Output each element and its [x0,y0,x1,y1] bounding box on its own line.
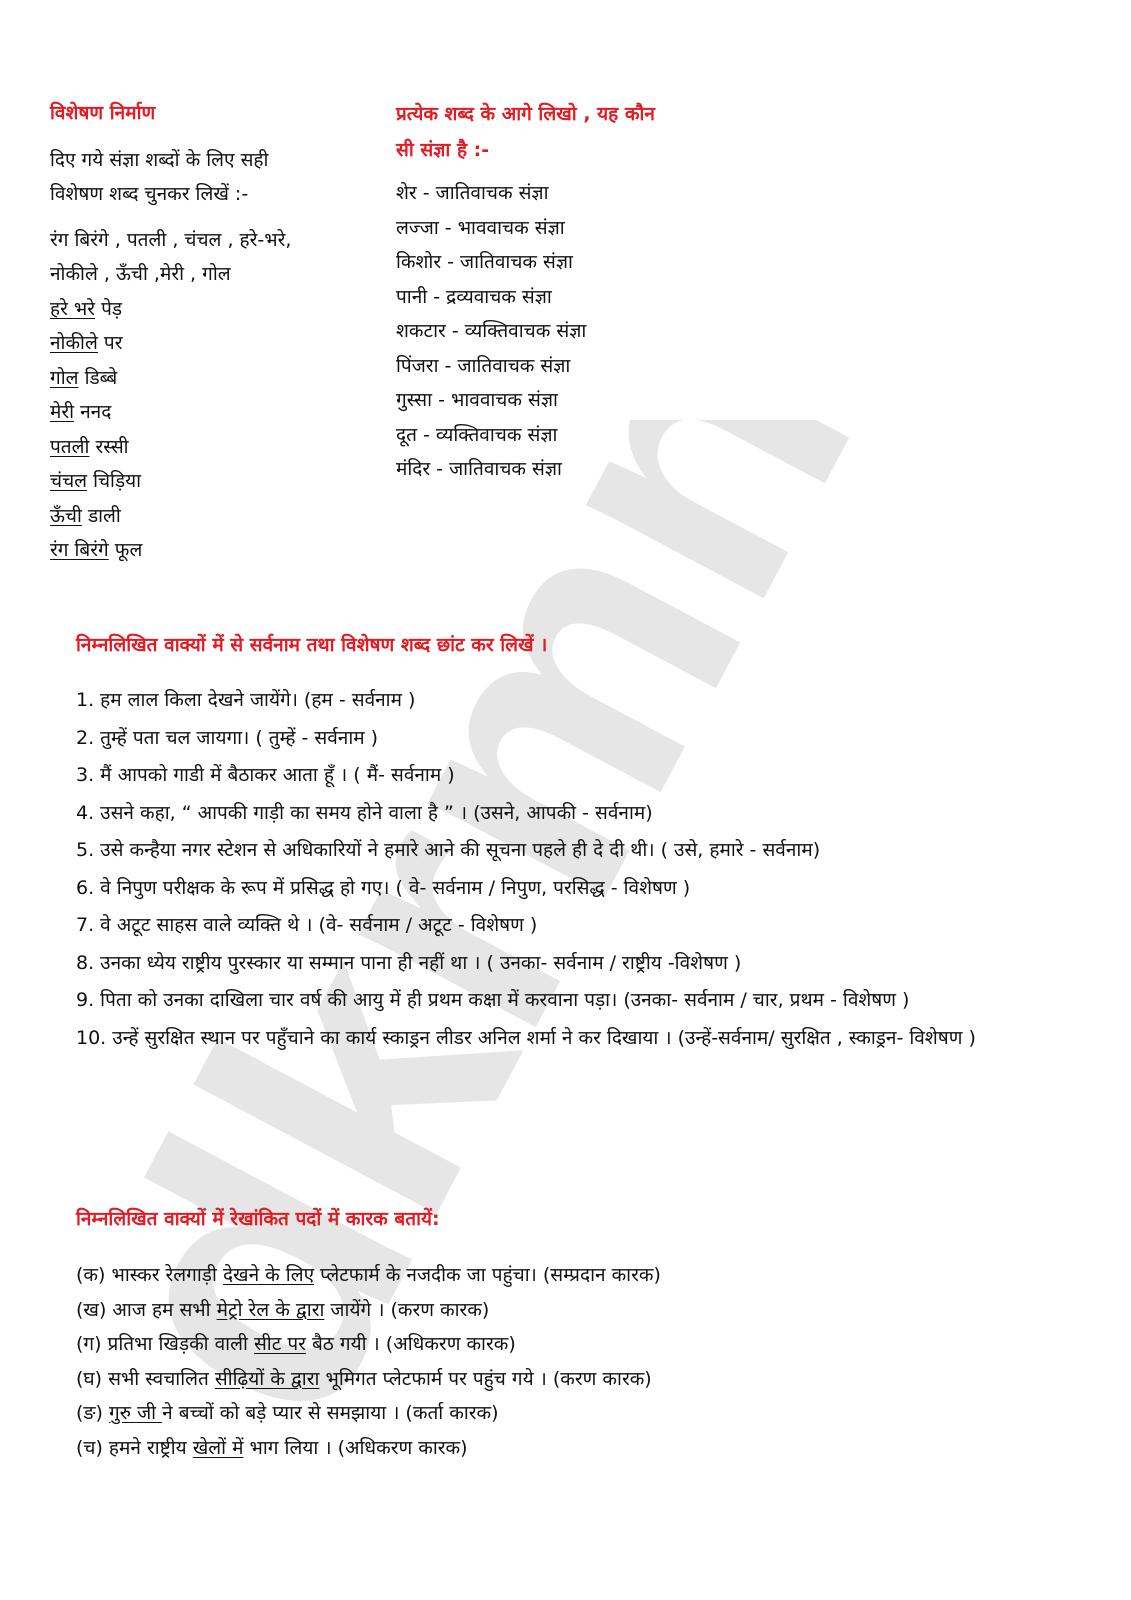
noun-type-item: शेर - जातिवाचक संज्ञा [396,182,549,204]
answer-adjective: पतली [50,435,90,458]
answer-adjective: ऊँची [50,504,82,527]
answer-adjective: नोकीले [50,332,98,354]
noun-type-item: मंदिर - जातिवाचक संज्ञा [396,458,562,480]
answer-noun: ननद [80,401,112,423]
noun-type-item: शकटार - व्यक्तिवाचक संज्ञा [396,320,587,342]
sentence-end: भाग लिया । (अधिकरण कारक) [243,1436,468,1459]
sentence-item: 4. उसने कहा, “ आपकी गाड़ी का समय होने वाला है ” । (उसने, आपकी - सर्वनाम) [76,801,653,824]
sentence-item: 7. वे अटूट साहस वाले व्यक्ति थे । (वे- सर्वनाम / अटूट - विशेषण ) [76,914,538,936]
title-line: सी संज्ञा है :- [396,139,490,161]
sentence-item: 5. उसे कन्हैया नगर स्टेशन से अधिकारियों ने हमारे आने की सूचना पहले ही दे दी थी। ( उसे, हमारे - सर्वनाम) [76,839,821,861]
watermark-text: dkrmn [120,420,932,1420]
sentence-start: (क) भास्कर रेलगाड़ी [76,1264,223,1286]
noun-type-section [396,96,756,487]
pronoun-sentence-list [76,682,1036,1057]
options-line: रंग बिरंगे , पतली , चंचल , हरे-भरे, [50,228,292,251]
noun-type-item: पानी - द्रव्यवाचक संज्ञा [396,285,552,308]
answer-list [50,292,370,568]
answer-adjective: चंचल [50,470,88,492]
underlined-phrase: देखने के लिए [222,1264,315,1286]
noun-type-item: लज्जा - भाववाचक संज्ञा [396,216,565,239]
sentence-item: 1. हम लाल किला देखने जायेंगे। (हम - सर्वनाम ) [76,689,416,711]
answer-adjective: मेरी [50,401,75,423]
answer-item [50,292,370,327]
sentence-item: 6. वे निपुण परीक्षक के रूप में प्रसिद्ध हो गए। ( वे- सर्वनाम / निपुण, परसिद्ध - विशेषण ) [76,876,691,899]
sentence-end: बैठ गयी । (अधिकरण कारक) [305,1333,516,1355]
sentence-item: 10. उन्हें सुरक्षित स्थान पर पहुँचाने का कार्य स्काड्रन लीडर अनिल शर्मा ने कर दिखाया । (उन्हें-सर्वनाम/ सुरक्षित , स्काड्रन- विशेषण ) [76,1026,976,1049]
adjective-formation-section [50,96,370,568]
adjective-options [50,223,370,292]
sentence-start: (ख) आज हम सभी [76,1298,217,1321]
noun-type-item: पिंजरा - जातिवाचक संज्ञा [396,354,571,377]
title-line: प्रत्येक शब्द के आगे लिखो , यह कौन [396,103,655,125]
adjective-formation-title: विशेषण निर्माण [50,102,156,124]
answer-item [50,533,370,568]
answer-item [50,361,370,396]
noun-type-item: किशोर - जातिवाचक संज्ञा [396,251,573,273]
answer-item [50,395,370,430]
sentence-start: (ग) प्रतिभा खिड़की वाली [76,1333,254,1355]
sentence-item: 2. तुम्हें पता चल जायगा। ( तुम्हें - सर्वनाम ) [76,726,379,749]
underlined-phrase: खेलों में [192,1436,244,1459]
instruction-line: विशेषण शब्द चुनकर लिखें :- [50,182,249,205]
answer-noun: पेड़ [101,297,123,320]
answer-item [50,430,370,465]
answer-item [50,499,370,534]
karak-item [76,1327,1036,1362]
noun-type-list [396,176,756,487]
answer-noun: डिब्बे [84,366,118,389]
options-line: नोकीले , ऊँची ,मेरी , गोल [50,263,231,285]
sentence-start: (च) हमने राष्ट्रीय [76,1436,193,1459]
answer-adjective: रंग बिरंगे [50,539,109,561]
sentence-item: 9. पिता को उनका दाखिला चार वर्ष की आयु में ही प्रथम कक्षा में करवाना पड़ा। (उनका- सर्वनाम / चार, प्रथम - विशेषण ) [76,989,910,1011]
instruction-line: दिए गये संज्ञा शब्दों के लिए सही [50,148,269,171]
karak-section-title: निम्नलिखित वाक्यों में रेखांकित पदों में कारक बतायें: [76,1208,440,1230]
karak-section [76,1204,1036,1465]
answer-noun: पर [103,332,123,354]
answer-item [50,326,370,361]
sentence-item: 8. उनका ध्येय राष्ट्रीय पुरस्कार या सम्मान पाना ही नहीं था । ( उनका- सर्वनाम / राष्ट्रीय -विशेषण ) [76,951,742,974]
karak-item [76,1396,1036,1431]
underlined-phrase: सीढ़ियों के द्वारा [214,1367,320,1390]
instruction [50,143,370,211]
sentence-start: (घ) सभी स्वचालित [76,1367,215,1390]
pronoun-adjective-section [76,630,1036,1057]
sentence-start: (ङ) [76,1402,109,1424]
karak-item [76,1293,1036,1328]
sentence-end: जायेंगे । (करण कारक) [324,1298,490,1321]
karak-item [76,1362,1036,1397]
answer-noun: रस्सी [95,435,129,458]
karak-sentence-list [76,1258,1036,1465]
answer-noun: फूल [114,539,143,561]
sentence-end: प्लेटफार्म के नजदीक जा पहुंचा। (सम्प्रदान कारक) [314,1264,661,1286]
sentence-end: ने बच्चों को बड़े प्यार से समझाया । (कर्ता कारक) [162,1402,499,1424]
sentence-end: भूमिगत प्लेटफार्म पर पहुंच गये । (करण कारक) [319,1367,652,1390]
noun-type-item: गुस्सा - भाववाचक संज्ञा [396,389,558,411]
karak-item [76,1431,1036,1466]
underlined-phrase: गुरु जी [108,1402,163,1424]
underlined-phrase: सीट पर [253,1333,306,1355]
noun-type-title [396,96,756,168]
answer-noun: डाली [87,504,121,527]
answer-adjective: हरे भरे [50,297,96,320]
karak-item [76,1258,1036,1293]
answer-adjective: गोल [50,366,79,389]
answer-item [50,464,370,499]
noun-type-item: दूत - व्यक्तिवाचक संज्ञा [396,423,558,446]
answer-noun: चिड़िया [93,470,142,492]
pronoun-section-title: निम्नलिखित वाक्यों में से सर्वनाम तथा विशेषण शब्द छांट कर लिखें । [76,634,548,656]
underlined-phrase: मेट्रो रेल के द्वारा [216,1298,325,1321]
sentence-item: 3. मैं आपको गाडी में बैठाकर आता हूँ । ( मैं- सर्वनाम ) [76,764,455,786]
